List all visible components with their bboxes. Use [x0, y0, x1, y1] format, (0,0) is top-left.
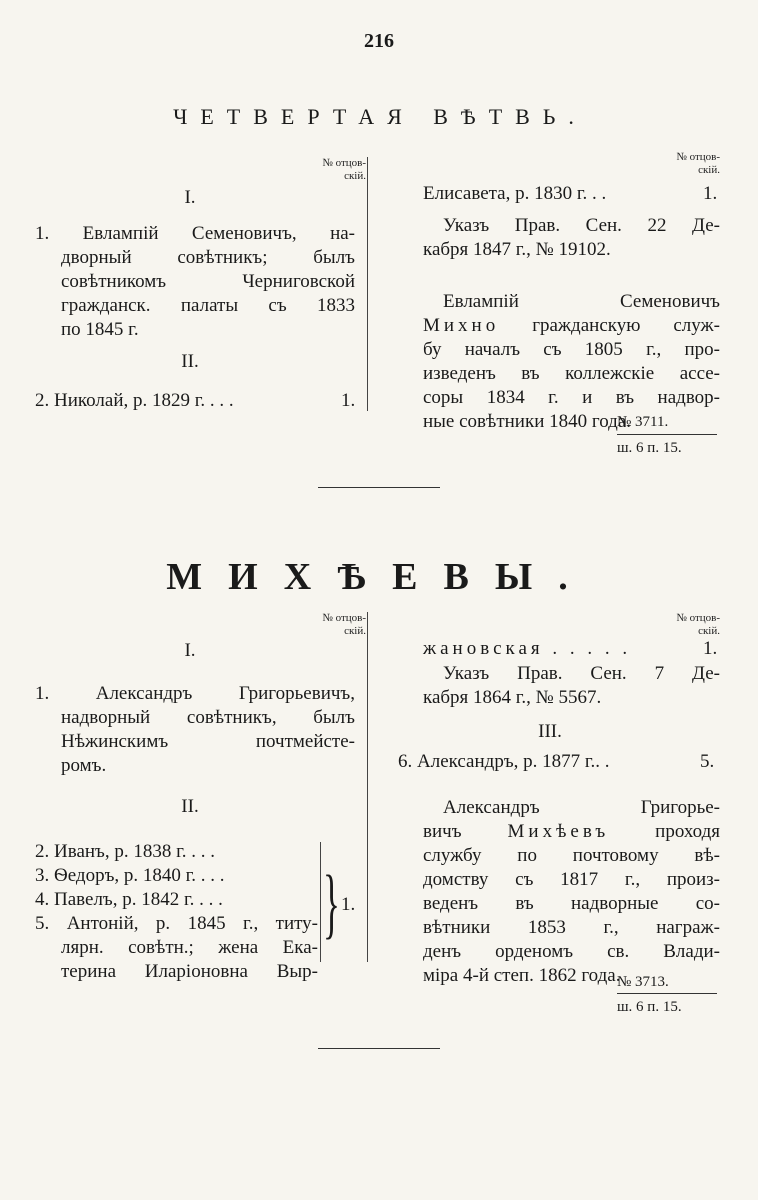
archive-reference-location: ш. 6 п. 15. — [617, 999, 682, 1015]
generation-heading: I. — [184, 187, 196, 208]
children-list: 2. Иванъ, р. 1838 г. . . . 3. Ѳедоръ, р. 1840 г. . . . 4. Павелъ, р. 1842 г. . . . 5. Антоній, р. 1845 г., титу- лярн. совѣтн.; жена Ека- терина Иларіоновна Выр- — [35, 841, 318, 982]
father-number: 1. — [341, 894, 356, 915]
column-header-right-2: № отцов- скій. — [676, 612, 720, 637]
reference-rule — [617, 993, 717, 994]
column-header-left-1: № отцов- скій. — [322, 157, 366, 182]
father-number: 5. — [700, 751, 715, 772]
entry-evlampiy: 1. Евлампій Семеновичъ, на- дворный совѣтникъ; былъ совѣтникомъ Черниговской гражданск. палаты съ 1833 по 1845 г. — [35, 223, 355, 340]
family-title: МИХѢЕВЫ. — [166, 556, 594, 598]
branch-title: ЧЕТВЕРТАЯ ВѢТВЬ. — [173, 104, 587, 129]
father-number: 1. — [703, 638, 718, 659]
biography-text: Александръ Григорье- вичъ Михѣевъ проходя службу по почтовому вѣ- домству съ 1817 г., произ- веденъ въ надворные со- вѣтники 1853 г., награж- денъ орденомъ св. Влади- міра 4-й степ. 1862 года. — [423, 797, 720, 986]
entry-aleksandr-son: 6. Александръ, р. 1877 г.. . — [398, 751, 610, 772]
page-number: 216 — [364, 30, 394, 52]
biography-text: Евлампій Семеновичъ Михно гражданскую служ- бу началъ съ 1805 г., про- изведенъ въ коллежскіе ассе- соры 1834 г. и въ надвор- ные совѣтники 1840 года. — [423, 291, 720, 432]
archive-reference-number: № 3713. — [617, 974, 669, 990]
generation-heading: III. — [538, 721, 562, 742]
bracket-line — [320, 842, 321, 962]
entry-elisaveta: Елисавета, р. 1830 г. . . — [423, 183, 607, 204]
entry-nikolay: 2. Николай, р. 1829 г. . . . — [35, 390, 234, 411]
father-number: 1. — [703, 183, 718, 204]
brace: } — [323, 859, 340, 946]
column-divider-1 — [367, 157, 368, 411]
column-header-left-2: № отцов- скій. — [322, 612, 366, 637]
decree-text: Указъ Прав. Сен. 7 Де- кабря 1864 г., № 5567. — [423, 663, 720, 708]
entry-continuation: жановская . . . . . — [423, 638, 632, 659]
generation-heading: II. — [181, 351, 199, 372]
section-divider — [318, 1048, 440, 1049]
column-header-right-1: № отцов- скій. — [676, 151, 720, 176]
archive-reference-location: ш. 6 п. 15. — [617, 440, 682, 456]
generation-heading: I. — [184, 640, 196, 661]
section-divider — [318, 487, 440, 488]
generation-heading: II. — [181, 796, 199, 817]
archive-reference-number: № 3711. — [617, 414, 669, 430]
column-divider-2 — [367, 612, 368, 962]
reference-rule — [617, 434, 717, 435]
entry-aleksandr: 1. Александръ Григорьевичъ, надворный совѣтникъ, былъ Нѣжинскимъ почтмейсте- ромъ. — [35, 683, 355, 776]
decree-text: Указъ Прав. Сен. 22 Де- кабря 1847 г., № 19102. — [423, 215, 720, 260]
father-number: 1. — [341, 390, 356, 411]
